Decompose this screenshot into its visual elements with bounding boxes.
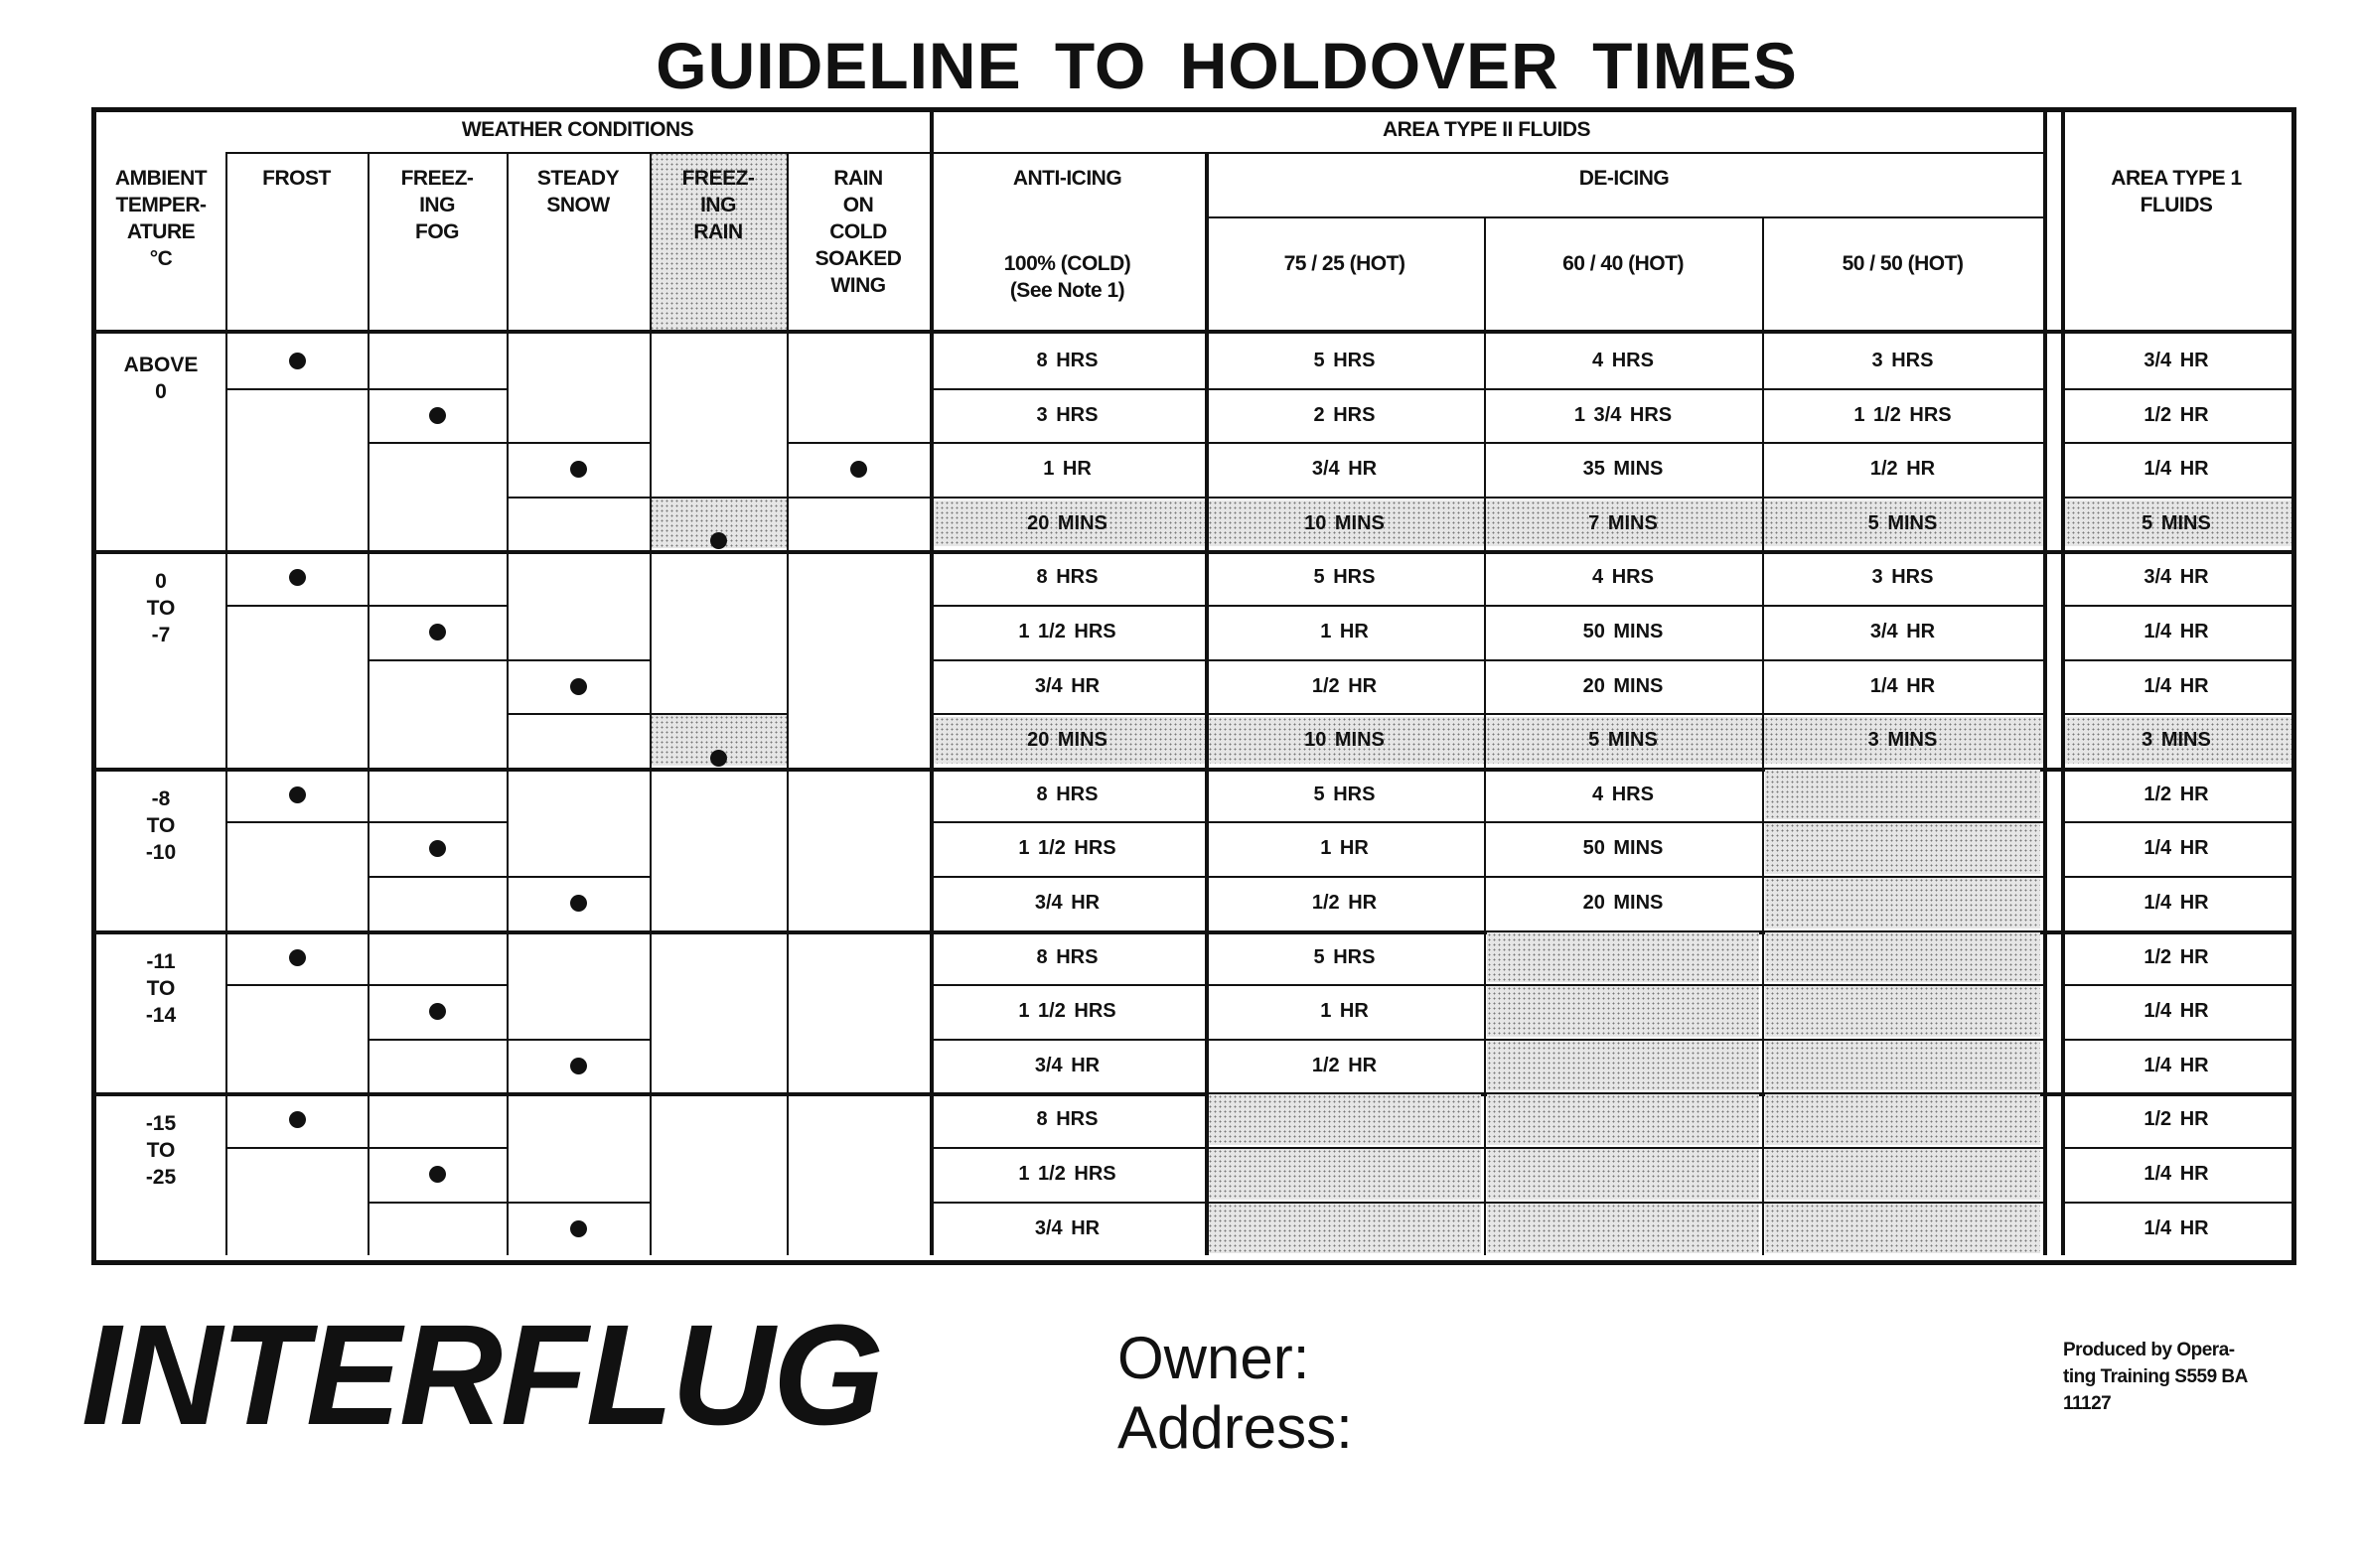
not-applicable-shading	[1765, 1094, 2040, 1145]
grid-line	[930, 821, 1205, 823]
holdover-time: 1 HR	[1320, 1000, 1369, 1023]
grid-line	[930, 876, 1205, 878]
holdover-time: 3 MINS	[1867, 729, 1938, 752]
grid-line	[1205, 984, 1484, 986]
holdover-time: 20 MINS	[1582, 892, 1664, 914]
grid-line	[2061, 1039, 2291, 1041]
holdover-time: 1/4 HR	[2143, 1000, 2209, 1023]
condition-dot	[429, 407, 446, 424]
temperature-label: ABOVE 0	[123, 354, 199, 403]
fluid-100-cold-header: 100% (COLD) (See Note 1)	[1003, 252, 1131, 302]
grid-line	[2061, 442, 2291, 444]
grid-line	[1762, 442, 2043, 444]
condition-dot	[289, 949, 306, 966]
grid-line	[507, 497, 650, 499]
grid-line	[2061, 876, 2291, 878]
owner-address-label: Owner: Address:	[1117, 1325, 1353, 1461]
condition-dot	[429, 1003, 446, 1020]
holdover-time: 1/4 HR	[2143, 674, 2209, 697]
grid-line	[1762, 605, 2043, 607]
holdover-time: 4 HRS	[1592, 783, 1654, 805]
grid-line	[2043, 107, 2047, 1255]
holdover-time: 1 HR	[1043, 458, 1092, 481]
grid-line	[2061, 659, 2291, 661]
not-applicable-shading	[1765, 932, 2040, 983]
not-applicable-shading	[1765, 1149, 2040, 1200]
grid-line	[2061, 605, 2291, 607]
holdover-time: 7 MINS	[1588, 511, 1658, 534]
holdover-time: 8 HRS	[1036, 566, 1099, 589]
grid-line	[787, 497, 930, 499]
grid-line	[1762, 713, 2043, 715]
grid-line	[930, 1147, 1205, 1149]
grid-line	[368, 388, 507, 390]
not-applicable-shading	[1765, 1204, 2040, 1254]
de-icing-header: DE-ICING	[1578, 167, 1670, 190]
holdover-time: 50 MINS	[1582, 837, 1664, 860]
page-title: GUIDELINE TO HOLDOVER TIMES	[656, 29, 1798, 102]
grid-line	[2061, 107, 2065, 1255]
grid-line	[1484, 659, 1762, 661]
grid-line	[930, 442, 1205, 444]
grid-line	[1205, 388, 1484, 390]
not-applicable-shading	[1487, 1204, 1759, 1254]
holdover-time: 10 MINS	[1304, 729, 1385, 752]
grid-line	[2061, 388, 2291, 390]
area-type-2-header: AREA TYPE II FLUIDS	[1382, 118, 1591, 141]
grid-line	[507, 1202, 650, 1204]
not-applicable-shading	[1487, 932, 1759, 983]
holdover-time: 2 HRS	[1313, 403, 1376, 426]
not-applicable-shading	[1765, 770, 2040, 820]
fluid-75-25-header: 75 / 25 (HOT)	[1283, 252, 1405, 275]
holdover-time: 5 HRS	[1313, 945, 1376, 968]
not-applicable-shading	[1487, 1041, 1759, 1091]
grid-line	[930, 713, 1205, 715]
grid-line	[650, 713, 787, 715]
holdover-time: 4 HRS	[1592, 566, 1654, 589]
grid-line	[507, 876, 650, 878]
grid-line	[930, 659, 1205, 661]
not-applicable-shading	[1487, 986, 1759, 1037]
not-applicable-shading	[1208, 1149, 1481, 1200]
holdover-time: 1 1/2 HRS	[1018, 621, 1116, 642]
holdover-time: 8 HRS	[1036, 783, 1099, 805]
grid-line	[96, 550, 2291, 554]
holdover-time: 1/4 HR	[2143, 458, 2209, 481]
holdover-time: 20 MINS	[1027, 729, 1108, 752]
grid-line	[507, 442, 650, 444]
grid-line	[1205, 659, 1484, 661]
condition-dot	[850, 461, 867, 478]
holdover-time: 1/2 HR	[1311, 1054, 1378, 1076]
condition-dot	[289, 353, 306, 369]
temperature-label: -8 TO -10	[145, 786, 177, 864]
condition-dot	[289, 569, 306, 586]
grid-line	[368, 152, 369, 1255]
grid-line	[1205, 442, 1484, 444]
holdover-time: 3 HRS	[1036, 403, 1099, 426]
holdover-time: 10 MINS	[1304, 511, 1385, 534]
produced-by-note: Produced by Opera- ting Training S559 BA 11127	[2063, 1340, 2248, 1414]
holdover-time: 1/2 HR	[2143, 1108, 2209, 1131]
grid-line	[1205, 713, 1484, 715]
grid-line	[1762, 659, 2043, 661]
holdover-time: 8 HRS	[1036, 1108, 1099, 1131]
grid-line	[1762, 216, 1764, 1255]
grid-line	[2061, 1202, 2291, 1204]
grid-line	[225, 984, 368, 986]
condition-dot	[570, 461, 587, 478]
holdover-time: 1/2 HR	[1869, 458, 1936, 481]
holdover-time: 3/4 HR	[1034, 892, 1101, 914]
grid-line	[1484, 605, 1762, 607]
anti-icing-header: ANTI-ICING	[1012, 167, 1122, 190]
not-applicable-shading	[1487, 1094, 1759, 1145]
holdover-time: 50 MINS	[1582, 621, 1664, 642]
fluid-60-40-header: 60 / 40 (HOT)	[1562, 252, 1684, 275]
holdover-time: 3 HRS	[1871, 350, 1934, 371]
grid-line	[787, 442, 930, 444]
grid-line	[1205, 605, 1484, 607]
not-applicable-shading	[1765, 823, 2040, 874]
grid-line	[1205, 1039, 1484, 1041]
grid-line	[1205, 876, 1484, 878]
grid-line	[930, 497, 1205, 499]
not-applicable-shading	[1765, 878, 2040, 928]
steady-snow-header: STEADY SNOW	[536, 167, 620, 216]
holdover-time: 3 MINS	[2142, 729, 2211, 752]
holdover-time: 3/4 HR	[1869, 621, 1936, 642]
grid-line	[1484, 497, 1762, 499]
grid-line	[368, 659, 507, 661]
holdover-time: 3 HRS	[1871, 566, 1934, 589]
condition-dot	[429, 840, 446, 857]
holdover-time: 1/2 HR	[2143, 403, 2209, 426]
grid-line	[2061, 713, 2291, 715]
grid-line	[368, 1147, 507, 1149]
condition-dot	[429, 624, 446, 641]
grid-line	[930, 1039, 1205, 1041]
holdover-time: 5 MINS	[1588, 729, 1658, 752]
grid-line	[1205, 821, 1484, 823]
holdover-time: 3/4 HR	[1034, 1054, 1101, 1076]
grid-line	[1484, 821, 1762, 823]
weather-conditions-header: WEATHER CONDITIONS	[461, 118, 694, 141]
holdover-time: 5 HRS	[1313, 783, 1376, 805]
holdover-time: 1/4 HR	[1869, 674, 1936, 697]
holdover-time: 1 3/4 HRS	[1573, 403, 1673, 426]
holdover-time: 20 MINS	[1582, 674, 1664, 697]
grid-line	[368, 605, 507, 607]
freezing-rain-header: FREEZ- ING RAIN	[681, 167, 755, 243]
holdover-time: 1/4 HR	[2143, 1163, 2209, 1185]
not-applicable-shading	[1765, 986, 2040, 1037]
grid-line	[1484, 442, 1762, 444]
rain-on-cold-soaked-wing-header: RAIN ON COLD SOAKED WING	[814, 167, 902, 297]
temperature-label: -15 TO -25	[145, 1112, 177, 1190]
grid-line	[650, 152, 652, 1255]
holdover-time: 1/2 HR	[2143, 783, 2209, 805]
grid-line	[368, 1039, 507, 1041]
grid-line	[2061, 1147, 2291, 1149]
temperature-label: 0 TO -7	[146, 570, 176, 647]
grid-line	[225, 388, 368, 390]
grid-line	[507, 659, 650, 661]
condition-dot	[710, 750, 727, 767]
holdover-time: 5 HRS	[1313, 566, 1376, 589]
holdover-time: 3/4 HR	[1034, 1216, 1101, 1239]
condition-dot	[429, 1166, 446, 1183]
grid-line	[930, 1202, 1205, 1204]
grid-line	[1205, 152, 1209, 1255]
holdover-time: 1/4 HR	[2143, 1054, 2209, 1076]
grid-line	[2061, 821, 2291, 823]
grid-line	[787, 152, 789, 1255]
holdover-table	[91, 107, 2296, 1265]
holdover-time: 5 HRS	[1313, 350, 1376, 371]
fluid-50-50-header: 50 / 50 (HOT)	[1842, 252, 1964, 275]
grid-line	[2061, 497, 2291, 499]
holdover-time: 3/4 HR	[2143, 350, 2209, 371]
holdover-time: 35 MINS	[1582, 458, 1664, 481]
grid-line	[225, 605, 368, 607]
grid-line	[225, 1147, 368, 1149]
grid-line	[507, 152, 509, 1255]
condition-dot	[570, 1220, 587, 1237]
holdover-time: 1/2 HR	[1311, 892, 1378, 914]
grid-line	[368, 984, 507, 986]
holdover-time: 3/4 HR	[2143, 566, 2209, 589]
grid-line	[1484, 713, 1762, 715]
grid-line	[96, 330, 2291, 334]
grid-line	[368, 876, 507, 878]
grid-line	[1484, 388, 1762, 390]
holdover-time: 1 1/2 HRS	[1018, 1163, 1116, 1185]
frost-header: FROST	[262, 167, 331, 190]
grid-line	[1205, 216, 2043, 218]
grid-line	[930, 984, 1205, 986]
holdover-time: 1 1/2 HRS	[1018, 837, 1116, 860]
holdover-time: 5 MINS	[2142, 511, 2211, 534]
condition-dot	[570, 895, 587, 912]
holdover-time: 1/4 HR	[2143, 1216, 2209, 1239]
grid-line	[930, 388, 1205, 390]
not-applicable-shading	[1208, 1204, 1481, 1254]
not-applicable-shading	[1487, 1149, 1759, 1200]
condition-dot	[570, 678, 587, 695]
holdover-time: 5 MINS	[1867, 511, 1938, 534]
holdover-time: 1 1/2 HRS	[1018, 1000, 1116, 1023]
not-applicable-shading	[1765, 1041, 2040, 1091]
freezing-fog-header: FREEZ- ING FOG	[400, 167, 474, 243]
grid-line	[225, 152, 227, 1255]
grid-line	[930, 605, 1205, 607]
holdover-time: 20 MINS	[1027, 511, 1108, 534]
holdover-time: 1/2 HR	[2143, 945, 2209, 968]
grid-line	[507, 713, 650, 715]
condition-dot	[570, 1058, 587, 1074]
interflug-logo: INTERFLUG	[81, 1295, 882, 1455]
holdover-time: 1 HR	[1320, 621, 1369, 642]
grid-line	[1205, 497, 1484, 499]
ambient-temperature-header: AMBIENT TEMPER- ATURE °C	[114, 167, 208, 270]
holdover-time: 1 1/2 HRS	[1853, 403, 1952, 426]
holdover-time: 1/4 HR	[2143, 892, 2209, 914]
holdover-time: 3/4 HR	[1034, 674, 1101, 697]
grid-line	[1484, 876, 1762, 878]
holdover-time: 3/4 HR	[1311, 458, 1378, 481]
condition-dot	[289, 786, 306, 803]
grid-line	[1762, 497, 2043, 499]
area-type-1-header: AREA TYPE 1 FLUIDS	[2111, 167, 2242, 216]
grid-line	[1762, 388, 2043, 390]
holdover-time: 1 HR	[1320, 837, 1369, 860]
grid-line	[1484, 216, 1486, 1255]
grid-line	[225, 821, 368, 823]
grid-line	[2061, 984, 2291, 986]
temperature-label: -11 TO -14	[145, 949, 177, 1027]
grid-line	[368, 442, 507, 444]
holdover-time: 8 HRS	[1036, 350, 1099, 371]
holdover-time: 4 HRS	[1592, 350, 1654, 371]
holdover-time: 1/4 HR	[2143, 837, 2209, 860]
grid-line	[368, 821, 507, 823]
holdover-time: 1/2 HR	[1311, 674, 1378, 697]
grid-line	[650, 497, 787, 499]
grid-line	[225, 152, 2043, 154]
condition-dot	[289, 1111, 306, 1128]
holdover-time: 1/4 HR	[2143, 621, 2209, 642]
grid-line	[507, 1039, 650, 1041]
grid-line	[368, 1202, 507, 1204]
holdover-time: 8 HRS	[1036, 945, 1099, 968]
not-applicable-shading	[1208, 1094, 1481, 1145]
